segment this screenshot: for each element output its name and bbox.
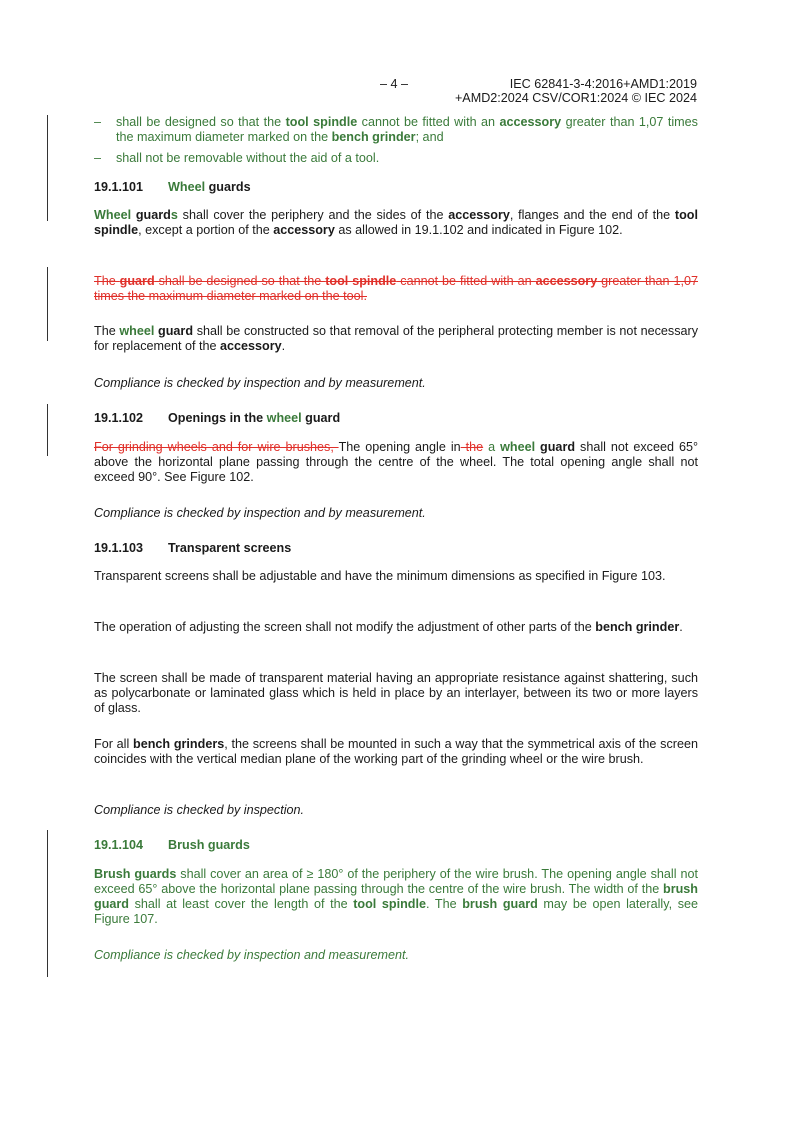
clause-heading-19-1-104: 19.1.104 Brush guards: [94, 838, 250, 852]
clause-103-paragraph-1: Transparent screens shall be adjustable and have the minimum dimensions as specified in Figure 103.: [94, 569, 666, 583]
clause-102-paragraph: For grinding wheels and for wire brushes, The opening angle in the a wheel guard shall not exceed 65° above the horizontal plane passing through the centre of the wheel. The total opening angle shall not exceed 90°. See Figure 102.: [94, 440, 698, 484]
change-bar: [47, 115, 48, 221]
compliance-statement: Compliance is checked by inspection and by measurement.: [94, 376, 426, 390]
clause-101-paragraph-1: Wheel guards shall cover the periphery and the sides of the accessory, flanges and the end of the tool spindle, except a portion of the accessory as allowed in 19.1.102 and indicated in Figure 102.: [94, 208, 699, 237]
clause-103-paragraph-2: The operation of adjusting the screen shall not modify the adjustment of other parts of the bench grinder.: [94, 620, 683, 634]
clause-104-paragraph: Brush guards shall cover an area of ≥ 180° of the periphery of the wire brush. The opening angle shall not exceed 65° above the horizontal plane passing through the centre of the wire brush. The width of the brush guard shall at least cover the length of the tool spindle. The brush guard may be open laterally, see Figure 107.: [94, 867, 698, 926]
list-item-text: shall not be removable without the aid of a tool.: [116, 151, 380, 165]
compliance-statement: Compliance is checked by inspection.: [94, 803, 305, 817]
list-dash: –: [94, 151, 102, 165]
clause-heading-19-1-102: 19.1.102 Openings in the wheel guard: [94, 411, 341, 425]
compliance-statement: Compliance is checked by inspection and measurement.: [94, 948, 410, 962]
compliance-statement: Compliance is checked by inspection and by measurement.: [94, 506, 426, 520]
standard-reference-line2: +AMD2:2024 CSV/COR1:2024 © IEC 2024: [454, 91, 697, 105]
change-bar: [47, 830, 48, 977]
clause-101-paragraph-2: The wheel guard shall be constructed so that removal of the peripheral protecting member is not necessary for replacement of the accessory.: [94, 324, 699, 353]
clause-103-paragraph-4: For all bench grinders, the screens shall be mounted in such a way that the symmetrical axis of the screen coincides with the vertical median plane of the working part of the grinding wheel or the wire brush.: [94, 737, 698, 766]
change-bar: [47, 267, 48, 341]
clause-heading-19-1-103: 19.1.103 Transparent screens: [94, 541, 292, 555]
list-dash: –: [94, 115, 102, 129]
change-bar: [47, 404, 48, 456]
clause-heading-19-1-101: 19.1.101 Wheel guards: [94, 180, 251, 194]
standard-reference-line1: IEC 62841-3-4:2016+AMD1:2019: [509, 77, 697, 91]
page-number: – 4 –: [380, 77, 409, 91]
list-item-text: shall be designed so that the tool spindle cannot be fitted with an accessory greater than 1,07 times the maximum diameter marked on the bench grinder; and: [116, 115, 698, 144]
deleted-paragraph: The guard shall be designed so that the tool spindle cannot be fitted with an accessory greater than 1,07 times the maximum diameter marked on the tool.: [94, 274, 698, 303]
clause-103-paragraph-3: The screen shall be made of transparent material having an appropriate resistance against shattering, such as polycarbonate or laminated glass which is held in place by an interlayer, between its two or more layers of glass.: [94, 671, 698, 715]
